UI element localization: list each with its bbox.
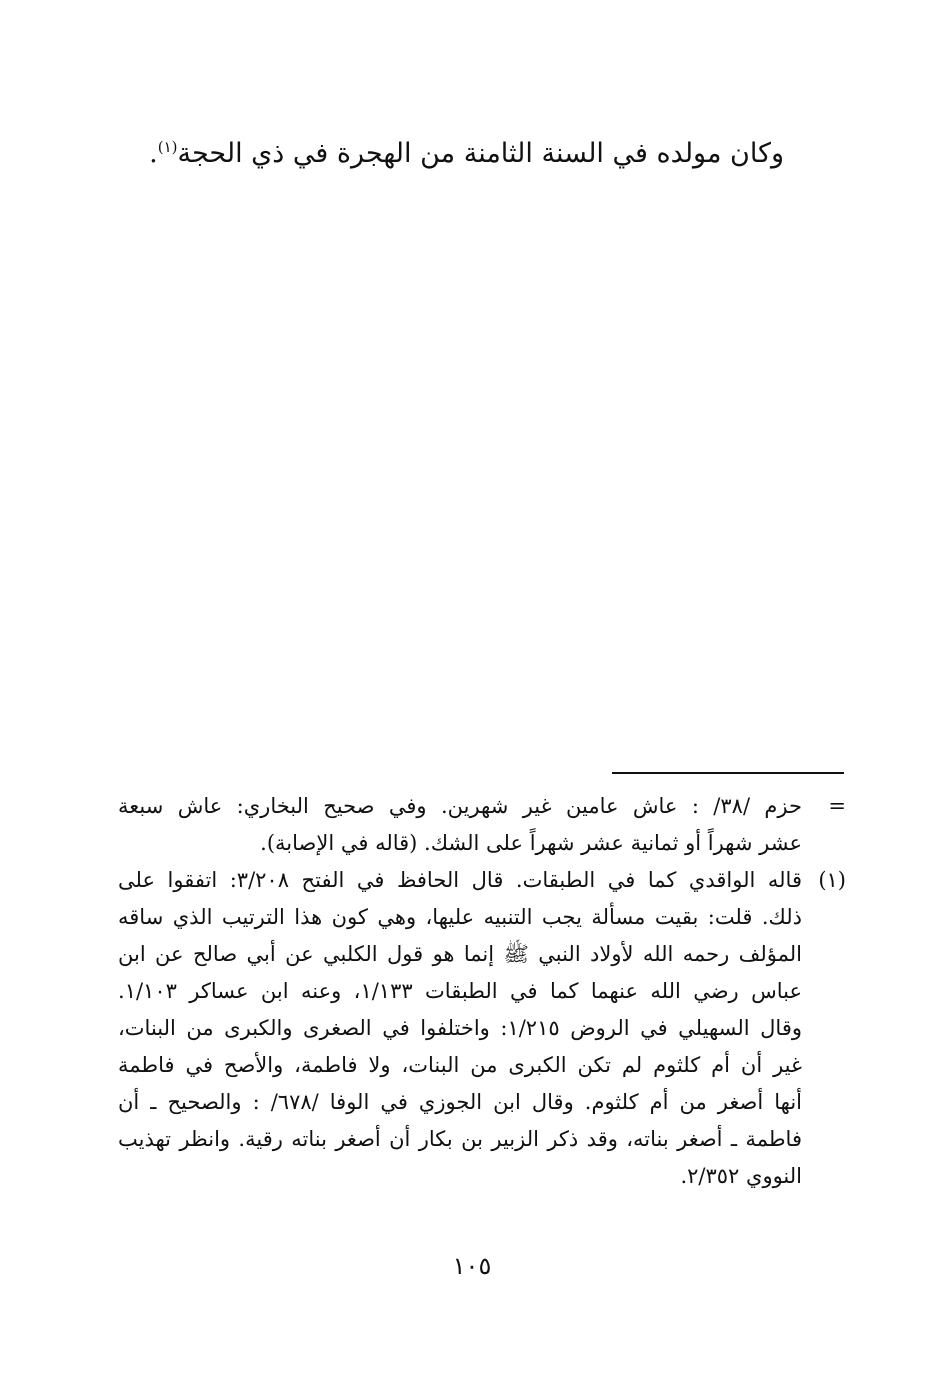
footnote-1-marker: (١) [818,868,846,892]
footnote-separator [612,772,844,774]
footnote-1 [118,862,846,1195]
footnote-line: النووي ٢/٣٥٢. [680,1164,802,1188]
footnote-line: عباس رضي الله عنهما كما في الطبقات ١/١٣٣، وعنه ابن عساكر ١/١٠٣. [118,979,802,1003]
footnote-line: وقال السهيلي في الروض ١/٢١٥: واختلفوا في الصغرى والكبرى من البنات، [118,1016,802,1040]
footnote-reference: (١) [157,138,178,156]
footnote-line: عشر شهراً أو ثمانية عشر شهراً على الشك. (قاله في الإصابة). [260,831,802,855]
main-text: وكان مولده في السنة الثامنة من الهجرة في ذي الحجة [177,138,784,169]
main-text-end: . [149,138,158,169]
footnotes-section [118,788,846,1195]
footnote-line: حزم /٣٨/ : عاش عامين غير شهرين. وفي صحيح البخاري: عاش سبعة [118,794,802,818]
footnote-continuation [118,788,846,862]
footnote-line: فاطمة ـ أصغر بناته، وقد ذكر الزبير بن بكار أن أصغر بناته رقية. وانظر تهذيب [118,1127,802,1151]
footnote-line: غير أن أم كلثوم لم تكن الكبرى من البنات، ولا فاطمة، والأصح في فاطمة [118,1053,802,1077]
page-number: ١٠٥ [452,1252,492,1280]
main-text-line [149,122,784,179]
continuation-marker: = [828,794,846,818]
footnote-line: المؤلف رحمه الله لأولاد النبي ﷺ إنما هو قول الكلبي عن أبي صالح عن ابن [118,942,802,966]
footnote-line: ذلك. قلت: بقيت مسألة يجب التنبيه عليها، وهي كون هذا الترتيب الذي ساقه [118,905,802,929]
footnote-line: قاله الواقدي كما في الطبقات. قال الحافظ في الفتح ٣/٢٠٨: اتفقوا على [118,868,802,892]
footnote-line: أنها أصغر من أم كلثوم. وقال ابن الجوزي في الوفا /٦٧٨/ : والصحيح ـ أن [118,1090,802,1114]
